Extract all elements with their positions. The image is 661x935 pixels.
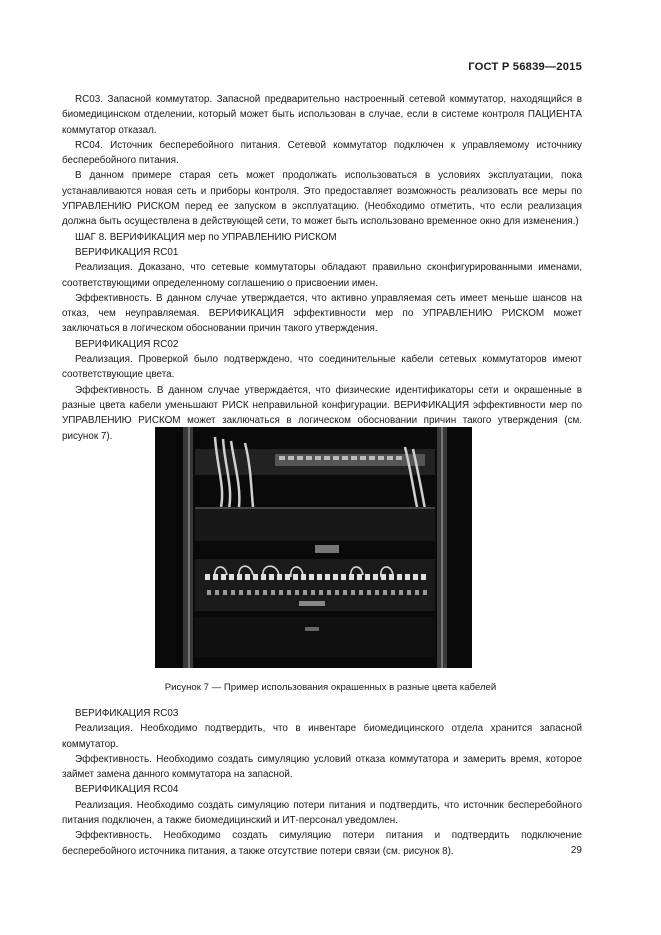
section-heading: ВЕРИФИКАЦИЯ RC02 <box>75 338 179 350</box>
network-rack-image <box>155 427 472 668</box>
paragraph: Реализация. Проверкой было подтверждено, что соединительные кабели сетевых коммутаторов имеют соответствующие цвета. <box>62 354 582 381</box>
paragraph: RC04. Источник бесперебойного питания. Сетевой коммутатор подключен к управляемому источнику бесперебойного питания. <box>62 139 582 167</box>
section-heading: ВЕРИФИКАЦИЯ RC04 <box>75 784 179 796</box>
paragraph: Реализация. Доказано, что сетевые коммутаторы обладают правильно сконфигурированными именами, соответствующими определенному соглашению о присвоении имен. <box>62 262 582 289</box>
paragraph: Реализация. Необходимо подтвердить, что в инвентаре биомедицинского отдела хранится запасной коммутатор. <box>62 723 582 750</box>
paragraph: RC03. Запасной коммутатор. Запасной предварительно настроенный сетевой коммутатор, находящийся в биомедицинском отделении, который может быть использован в случае, если в системе контроля ПАЦИЕНТА коммутатор отказал. <box>62 94 582 136</box>
paragraph: Эффективность. В данном случае утверждается, что физические идентификаторы сети и окрашенные в разные цвета кабели уменьшают РИСК неправильной конфигурации. ВЕРИФИКАЦИЯ эффективности мер по УПРАВЛЕНИЮ РИСКОМ может заключаться в логическом обосновании причин такого утверждения (см. рисунок 7). <box>62 384 582 442</box>
step-heading: ШАГ 8. ВЕРИФИКАЦИЯ мер по УПРАВЛЕНИЮ РИСКОМ <box>75 231 337 243</box>
body-text-bottom <box>62 706 582 859</box>
section-heading: ВЕРИФИКАЦИЯ RC01 <box>75 246 179 258</box>
section-heading: ВЕРИФИКАЦИЯ RC03 <box>75 708 179 719</box>
figure-caption: Рисунок 7 — Пример использования окрашенных в разные цвета кабелей <box>164 682 497 693</box>
paragraph: Эффективность. Необходимо создать симуляцию условий отказа коммутатора и замерить время, которое займет замена данного коммутатора на запасной. <box>62 753 582 781</box>
paragraph: Эффективность. Необходимо создать симуляцию потери питания и подтвердить подключение бесперебойного источника питания, а также отсутствие потери связи (см. рисунок 8). <box>62 830 582 857</box>
paragraph: Эффективность. В данном случае утверждается, что активно управляемая сеть имеет меньше шансов на отказ, чем неуправляемая. ВЕРИФИКАЦИЯ эффективности мер по УПРАВЛЕНИЮ РИСКОМ может заключаться в логическом обосновании причин такого утверждения. <box>62 292 582 335</box>
body-text-top <box>62 92 582 444</box>
rack-photo <box>155 427 472 668</box>
page-number: 29 <box>570 845 582 856</box>
paragraph: В данном примере старая сеть может продолжать использоваться в условиях эксплуатации, пока устанавливаются новая сеть и приборы контроля. Это предоставляет возможность реализовать все меры по УПРАВЛЕНИЮ РИСКОМ перед ее запуском в эксплуатацию. (Необходимо отметить, что если реализация должна быть осуществлена в действующей сети, то может быть использовано временное окно для изменения.) <box>62 170 582 228</box>
paragraph: Реализация. Необходимо создать симуляцию потери питания и подтвердить, что источник бесперебойного питания подключен, а также биомедицинский и ИТ-персонал уведомлен. <box>62 799 582 827</box>
document-standard-number: ГОСТ Р 56839—2015 <box>468 61 582 73</box>
